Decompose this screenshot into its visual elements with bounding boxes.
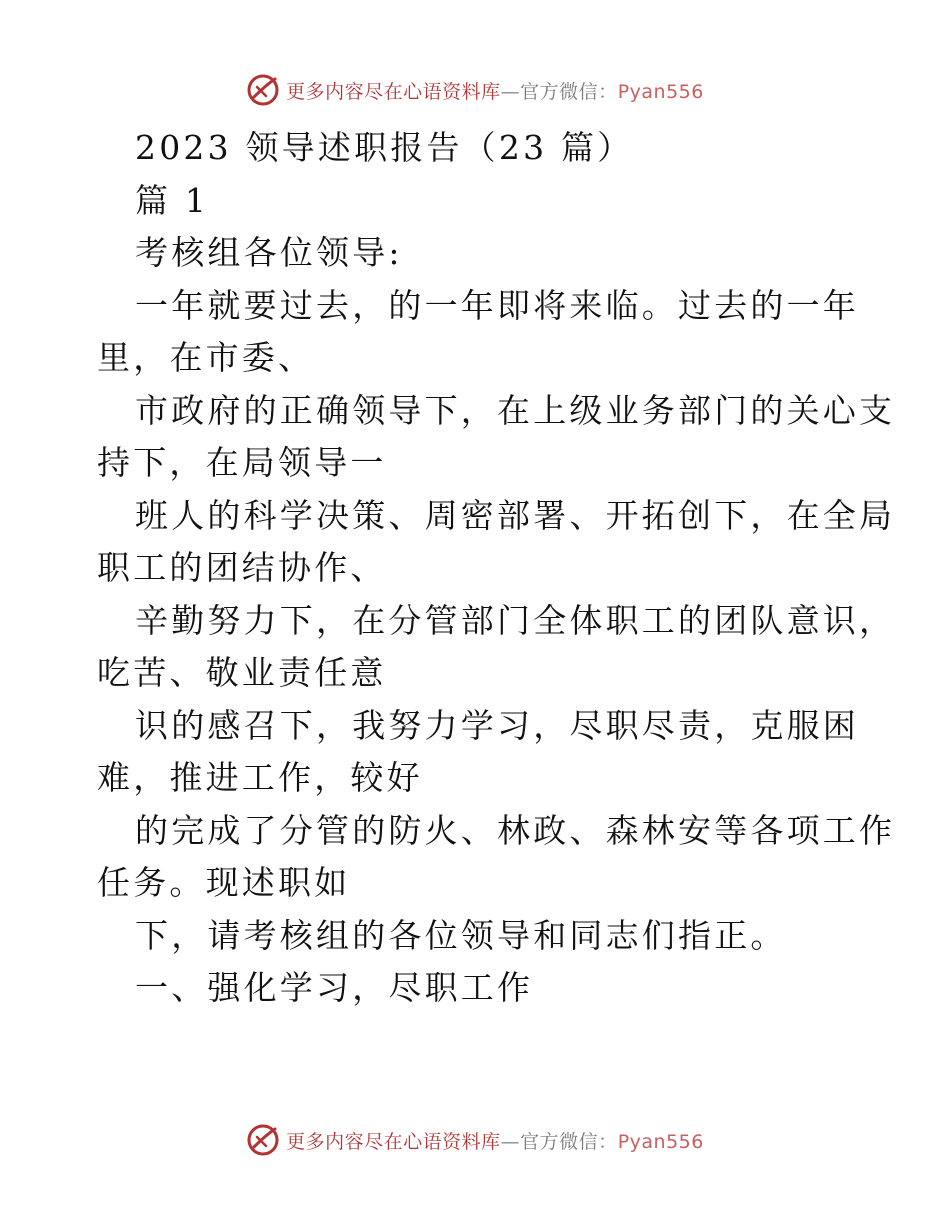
text-line: 2023 领导述职报告（23 篇） xyxy=(135,128,634,167)
brush-logo-icon xyxy=(246,73,280,107)
text-line: 吃苦、敬业责任意 xyxy=(97,653,387,692)
text-line: 任务。现述职如 xyxy=(97,863,351,902)
text-line: 持下，在局领导一 xyxy=(97,443,387,482)
text-line: 辛勤努力下，在分管部门全体职工的团队意识， xyxy=(135,600,896,640)
text-line: 下，请考核组的各位领导和同志们指正。 xyxy=(135,915,787,955)
text-line: 的完成了分管的防火、林政、森林安等各项工作 xyxy=(135,810,896,850)
brush-logo-icon xyxy=(246,1123,280,1157)
watermark-main-text: 更多内容尽在心语资料库 xyxy=(286,1130,501,1153)
text-line: 篇 1 xyxy=(135,180,210,220)
document-body xyxy=(97,122,896,1015)
text-line: 难，推进工作，较好 xyxy=(97,758,423,797)
text-line: 一、强化学习，尽职工作 xyxy=(135,968,534,1007)
watermark-text xyxy=(286,77,704,104)
watermark-separator: — xyxy=(500,1130,521,1153)
text-line: 职工的团结协作、 xyxy=(97,548,387,587)
watermark-secondary-text: 官方微信： xyxy=(520,80,618,103)
text-line: 市政府的正确领导下，在上级业务部门的关心支 xyxy=(135,390,896,430)
watermark-text xyxy=(286,1127,704,1154)
header-watermark xyxy=(0,70,950,110)
text-line: 识的感召下，我努力学习，尽职尽责，克服困 xyxy=(135,705,859,745)
watermark-separator: — xyxy=(500,80,521,103)
text-line: 考核组各位领导: xyxy=(135,233,403,272)
text-line: 班人的科学决策、周密部署、开拓创下，在全局 xyxy=(135,495,896,535)
watermark-secondary-text: 官方微信： xyxy=(520,1130,618,1153)
watermark-account: Pyan556 xyxy=(617,80,704,103)
footer-watermark xyxy=(0,1120,950,1160)
watermark-main-text: 更多内容尽在心语资料库 xyxy=(286,80,501,103)
watermark-account: Pyan556 xyxy=(617,1130,704,1153)
text-line: 一年就要过去，的一年即将来临。过去的一年 xyxy=(135,285,859,325)
text-line: 里，在市委、 xyxy=(97,338,315,377)
